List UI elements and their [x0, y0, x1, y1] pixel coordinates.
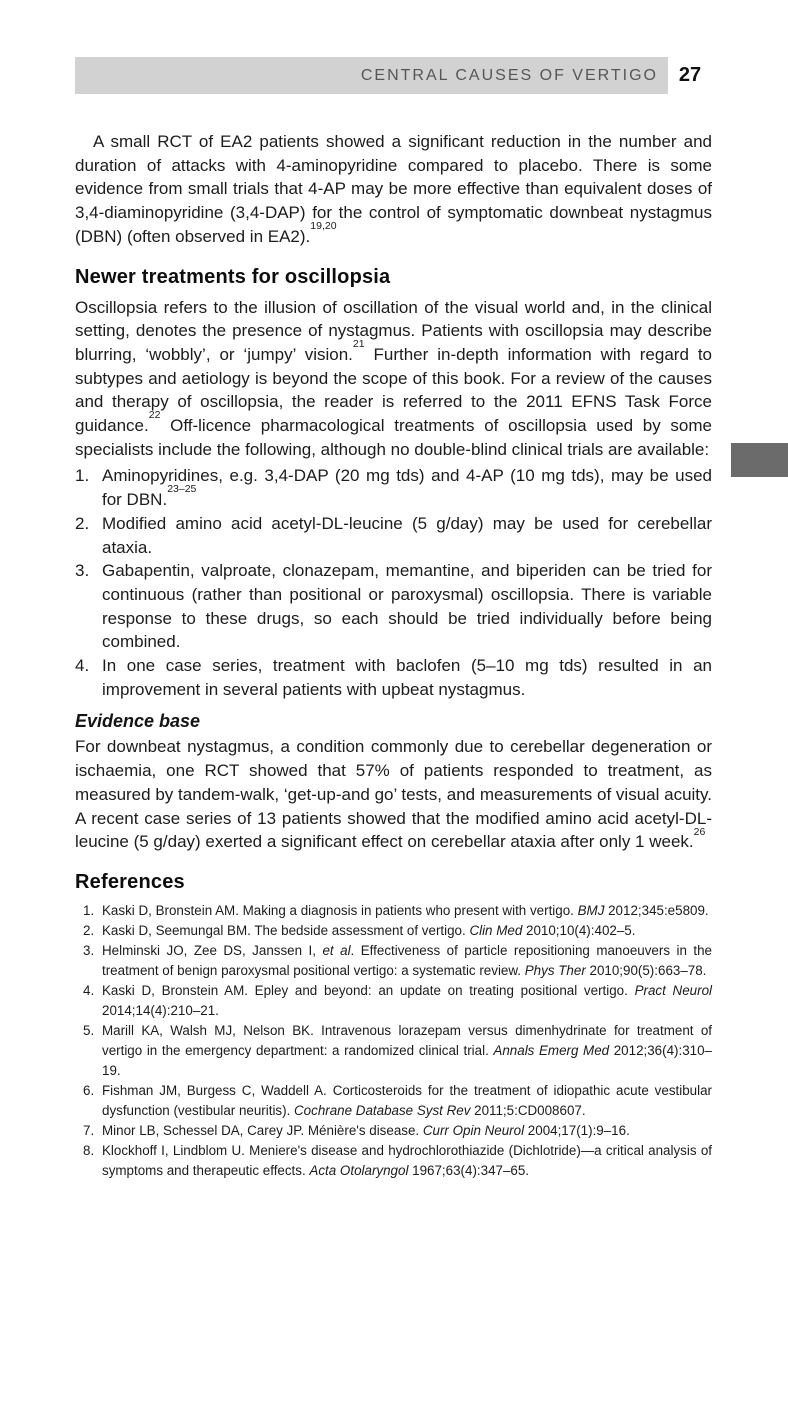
paragraph-oscillopsia-intro	[75, 296, 712, 462]
list-item-number: 4.	[75, 656, 90, 676]
journal-name: Cochrane Database Syst Rev	[294, 1102, 471, 1118]
list-item	[75, 464, 712, 511]
reference-item	[83, 1121, 712, 1141]
citation-superscript: 19,20	[310, 220, 337, 233]
reference-item	[83, 941, 712, 981]
reference-text: Kaski D, Bronstein AM. Making a diagnosis in patients who present with vertigo. BMJ 2012;345:e5809.	[102, 902, 709, 918]
list-item-text: Aminopyridines, e.g. 3,4-DAP (20 mg tds) and 4-AP (10 mg tds), may be used for DBN.$^{23-25}$	[102, 466, 712, 510]
reference-number: 2.	[83, 922, 95, 938]
paragraph-text: For downbeat nystagmus, a condition commonly due to cerebellar degeneration or ischaemia, one RCT showed that 57% of patients responded to treatment, as measured by tandem-walk, ‘get-up-and go’ tests, and measurements of visual acuity. A recent case series of 13 patients showed that the modified amino acid acetyl-DL-leucine (5 g/day) exerted a significant effect on cerebellar ataxia after only 1 week.	[75, 737, 712, 852]
paragraph-ea2-rct	[75, 130, 712, 249]
paragraph-text: A small RCT of EA2 patients showed a significant reduction in the number and duration of attacks with 4-aminopyridine compared to placebo. There is some evidence from small trials that 4-AP may be more effective than equivalent doses of 3,4-diaminopyridine (3,4-DAP) for the control of symptomatic downbeat nystagmus (DBN) (often observed in EA2).	[75, 132, 712, 246]
reference-item	[83, 1081, 712, 1121]
page-number: 27	[678, 64, 702, 86]
subsection-heading-evidence-base: Evidence base	[75, 711, 201, 732]
journal-name: Phys Ther	[524, 962, 586, 978]
list-item-text: In one case series, treatment with baclofen (5–10 mg tds) resulted in an improvement in several patients with upbeat nystagmus.	[102, 656, 712, 699]
citation-superscript: 21	[352, 338, 365, 351]
list-item-number: 1.	[75, 466, 90, 486]
reference-item	[83, 1141, 712, 1181]
journal-name: BMJ	[577, 902, 605, 918]
journal-name: Annals Emerg Med	[493, 1042, 610, 1058]
paragraph-text: Oscillopsia refers to the illusion of oscillation of the visual world and, in the clinical setting, denotes the presence of nystagmus. Patients with oscillopsia may describe blurring, ‘wobbly’, or ‘jumpy’ vision.	[75, 297, 712, 364]
section-heading-oscillopsia: Newer treatments for oscillopsia	[75, 265, 391, 288]
reference-item	[83, 901, 712, 921]
paragraph-text: Off-licence pharmacological treatments of oscillopsia used by some specialists include the following, although no double-blind clinical trials are available:	[75, 416, 712, 459]
reference-number: 6.	[83, 1082, 95, 1098]
list-item-text: Gabapentin, valproate, clonazepam, memantine, and biperiden can be tried for continuous (rather than positional or paroxysmal) oscillopsia. There is variable response to these drugs, so each should be tried individually before being combined.	[102, 561, 712, 652]
list-item	[75, 654, 712, 701]
reference-text: Fishman JM, Burgess C, Waddell A. Corticosteroids for the treatment of idiopathic acute vestibular dysfunction (vestibular neuritis). Cochrane Database Syst Rev 2011;5:CD008607.	[102, 1082, 712, 1118]
reference-number: 1.	[83, 902, 95, 918]
reference-item	[83, 1021, 712, 1081]
reference-number: 7.	[83, 1122, 95, 1138]
chapter-edge-tab	[731, 443, 788, 477]
list-item	[75, 512, 712, 559]
paragraph-evidence-base	[75, 735, 712, 854]
paragraph-text: Further in-depth information with regard to subtypes and aetiology is beyond the scope of this book. For a review of the causes and therapy of oscillopsia, the reader is referred to the 2011 EFNS Task Force guidance.	[75, 344, 712, 436]
reference-number: 3.	[83, 942, 95, 958]
reference-text: Kaski D, Bronstein AM. Epley and beyond: an update on treating positional vertigo. Pract Neurol 2014;14(4):210–21.	[102, 982, 713, 1018]
et-al: et al	[322, 942, 351, 958]
reference-list	[83, 901, 712, 1181]
reference-item	[83, 921, 712, 941]
journal-name: Pract Neurol	[634, 982, 713, 998]
citation-superscript: 22	[148, 409, 161, 422]
running-header-bar	[75, 57, 668, 94]
reference-text: Minor LB, Schessel DA, Carey JP. Ménière's disease. Curr Opin Neurol 2004;17(1):9–16.	[102, 1122, 630, 1138]
list-item	[75, 559, 712, 654]
reference-number: 4.	[83, 982, 95, 998]
list-item-text: Modified amino acid acetyl-DL-leucine (5 g/day) may be used for cerebellar ataxia.	[102, 513, 712, 557]
reference-text: Klockhoff I, Lindblom U. Meniere's disease and hydrochlorothiazide (Dichlotride)—a critical analysis of symptoms and therapeutic effects. Acta Otolaryngol 1967;63(4):347–65.	[102, 1142, 712, 1178]
list-item-number: 3.	[75, 561, 90, 581]
journal-name: Curr Opin Neurol	[422, 1122, 525, 1138]
citation-superscript: 23–25	[167, 483, 197, 496]
chapter-title: CENTRAL CAUSES OF VERTIGO	[360, 66, 658, 84]
journal-name: Acta Otolaryngol	[309, 1162, 409, 1178]
journal-name: Clin Med	[469, 922, 523, 938]
reference-text: Helminski JO, Zee DS, Janssen I, et al. Effectiveness of particle repositioning manoeuvers in the treatment of benign paroxysmal positional vertigo: a systematic review. Phys Ther 2010;90(5):663–78.	[102, 942, 713, 978]
reference-number: 5.	[83, 1022, 95, 1038]
treatment-list	[75, 464, 712, 701]
running-header	[75, 57, 712, 94]
reference-item	[83, 981, 712, 1021]
section-heading-references: References	[75, 870, 185, 893]
reference-text: Kaski D, Seemungal BM. The bedside assessment of vertigo. Clin Med 2010;10(4):402–5.	[102, 922, 636, 938]
reference-text: Marill KA, Walsh MJ, Nelson BK. Intravenous lorazepam versus dimenhydrinate for treatment of vertigo in the emergency department: a randomized clinical trial. Annals Emerg Med 2012;36(4):310–19.	[102, 1022, 713, 1078]
citation-superscript: 26	[693, 825, 706, 838]
list-item-number: 2.	[75, 513, 90, 533]
reference-number: 8.	[83, 1142, 95, 1158]
page-content	[75, 57, 712, 1181]
